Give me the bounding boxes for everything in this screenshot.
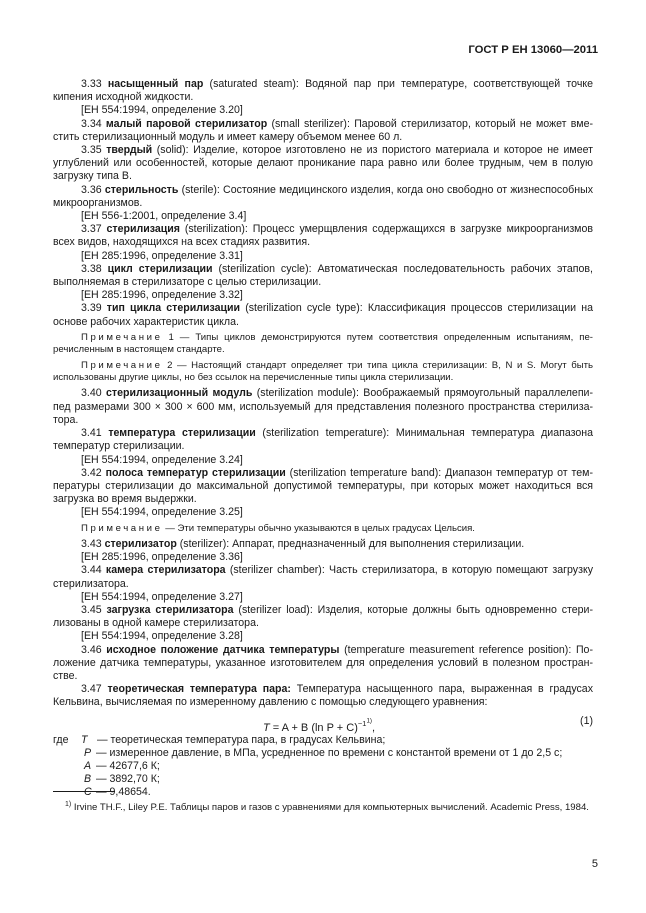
term: исходное положение датчика температуры <box>106 643 340 656</box>
definition-text: (sterile): Состояние медицинского изделия, когда оно свободно от жизнеспособных микроорганизмов. <box>53 183 593 209</box>
variable-symbol: T <box>81 733 88 746</box>
term: твердый <box>106 144 153 157</box>
variable-row-c <box>53 786 593 799</box>
definition-text: Температура насыщенного пара, выраженная в градусах Кельвина, вычисляемая по измеренному давлению с помощью следующего уравнения: <box>53 683 593 709</box>
term: цикл стерилизации <box>107 262 213 275</box>
clause-number: 3.47 <box>81 683 102 696</box>
clause-number: 3.45 <box>81 603 102 616</box>
term: стерильность <box>104 183 179 196</box>
equation-tail: , <box>372 721 376 734</box>
variable-list <box>53 734 593 800</box>
definition-3-39 <box>53 302 593 328</box>
definition-text: (saturated steam): Водяной пар при температуре, соответствующей точке кипения исходной жидкости. <box>53 78 593 104</box>
footnote-mark: 1) <box>65 801 72 808</box>
footnote <box>53 799 593 815</box>
clause-number: 3.39 <box>81 302 102 315</box>
definition-3-34 <box>53 118 593 144</box>
definition-3-37 <box>53 223 593 249</box>
clause-number: 3.38 <box>81 262 102 275</box>
term: насыщенный пар <box>107 78 204 90</box>
definition-3-47 <box>53 683 593 709</box>
clause-number: 3.36 <box>81 183 102 196</box>
clause-number: 3.42 <box>81 466 102 479</box>
variable-symbol: C <box>84 786 92 799</box>
clause-number: 3.40 <box>81 387 102 400</box>
clause-number: 3.34 <box>81 117 102 130</box>
equation-formula <box>263 715 375 735</box>
variable-symbol: B <box>84 773 92 786</box>
source-reference: [ЕН 554:1994, определение 3.24] <box>81 453 243 466</box>
definition-3-40 <box>53 387 593 427</box>
clause-number: 3.37 <box>81 223 102 236</box>
term: малый паровой стерилизатор <box>105 117 268 130</box>
note-label: Примечание <box>81 331 163 343</box>
clause-number: 3.43 <box>81 537 102 550</box>
term: полоса температур стерилизации <box>105 466 286 479</box>
definition-text: (sterilization module): Воображаемый прямоугольный параллелепипед размерами 300 × 300 × 600 мм, используемый для представления полезного пространства стерилизатора. <box>53 387 593 426</box>
definition-3-46 <box>53 644 593 684</box>
equation-1 <box>53 712 593 732</box>
definition-3-35 <box>53 144 593 184</box>
document-header: ГОСТ Р ЕН 13060—2011 <box>468 44 598 56</box>
equation-body: = A + B (ln P + C) <box>269 721 358 734</box>
variable-description: — 42677,6 К; <box>95 759 160 772</box>
where-label: где <box>53 733 69 746</box>
source-reference: [ЕН 554:1994, определение 3.25] <box>81 506 243 519</box>
source-reference: [ЕН 285:1996, определение 3.36] <box>81 551 243 564</box>
footnote-text: Irvine TH.F., Liley P.E. Таблицы паров и газов с уравнениями для компьютерных вычислений. Academic Press, 1984. <box>71 802 589 814</box>
source-reference: [ЕН 285:1996, определение 3.31] <box>81 249 243 262</box>
term: стерилизатор <box>104 537 177 550</box>
term: теоретическая температура пара: <box>107 683 291 696</box>
variable-description: — измеренное давление, в МПа, усредненное по времени с константой времени от 1 до 2,5 с; <box>95 746 563 759</box>
definition-3-33 <box>53 78 593 104</box>
variable-symbol: A <box>84 759 92 772</box>
note-3 <box>53 523 593 535</box>
definition-text: (sterilization): Процесс умерщвления содержащихся в загрузке микроорганизмов всех видов, находящихся на всех стадиях развития. <box>53 223 593 249</box>
equation-number: (1) <box>580 714 593 727</box>
term: тип цикла стерилизации <box>106 302 241 315</box>
source-reference: [ЕН 554:1994, определение 3.20] <box>81 104 243 117</box>
term: камера стерилизатора <box>105 564 226 577</box>
source-reference: [ЕН 554:1994, определение 3.27] <box>81 590 243 603</box>
definition-3-45 <box>53 604 593 630</box>
variable-description: — теоретическая температура пара, в градусах Кельвина; <box>97 733 386 746</box>
definition-3-43 <box>53 538 593 551</box>
clause-number: 3.35 <box>81 144 102 157</box>
document-body <box>53 78 593 800</box>
clause-number: 3.44 <box>81 564 102 577</box>
note-text: — Эти температуры обычно указываются в целых градусах Цельсия. <box>162 522 475 534</box>
note-text: 1 — Типы циклов демонстрируются путем соответствия определенным испытаниям, перечисленным в настоящем стандарте. <box>53 331 593 356</box>
variable-row-t <box>53 734 593 747</box>
definition-3-38 <box>53 263 593 289</box>
term: стерилизационный модуль <box>106 387 253 400</box>
definition-text: (sterilizer load): Изделия, которые должны быть одновременно стерилизованы в одной камере стерилизатора. <box>53 603 593 630</box>
footnote-divider <box>53 791 115 792</box>
definition-3-44 <box>53 564 593 590</box>
equation-lhs: T <box>263 721 270 734</box>
variable-row-b <box>53 773 593 786</box>
term: стерилизация <box>106 223 180 236</box>
definition-3-41 <box>53 427 593 453</box>
definition-3-42 <box>53 467 593 507</box>
definition-text: (small sterilizer): Паровой стерилизатор, который не может вместить стерилизационный модуль и имеет камеру объемом менее 60 л. <box>53 117 593 143</box>
source-reference: [ЕН 554:1994, определение 3.28] <box>81 630 243 643</box>
source-reference: [ЕН 285:1996, определение 3.32] <box>81 289 243 302</box>
term: температура стерилизации <box>108 427 256 440</box>
definition-text: (sterilizer chamber): Часть стерилизатора, в которую помещают загрузку стерилизатора. <box>53 564 594 590</box>
clause-number: 3.46 <box>81 643 102 656</box>
note-1 <box>53 332 593 357</box>
note-label: Примечание <box>81 359 163 371</box>
variable-description: — 3892,70 К; <box>95 773 160 786</box>
definition-text: (sterilization temperature): Минимальная температура диапазона температур стерилизации. <box>53 427 593 453</box>
variable-row-p <box>53 747 593 760</box>
source-reference: [ЕН 556-1:2001, определение 3.4] <box>81 210 247 223</box>
clause-number: 3.41 <box>81 427 102 440</box>
variable-symbol: P <box>84 746 92 759</box>
note-2 <box>53 360 593 385</box>
term: загрузка стерилизатора <box>106 603 234 616</box>
variable-row-a <box>53 760 593 773</box>
clause-number: 3.33 <box>81 78 102 90</box>
definition-text: (solid): Изделие, которое изготовлено не из пористого материала и которое не имеет углублений или особенностей, которые делают проникание пара равно или более трудным, чем в полую загрузку типа В. <box>53 144 593 183</box>
definition-text: (sterilization cycle): Автоматическая последовательность рабочих этапов, выполняемая в стерилизаторе с целью стерилизации. <box>53 262 593 289</box>
note-text: 2 — Настоящий стандарт определяет три типа цикла стерилизации: B, N и S. Могут быть использованы другие циклы, но без ссылок на перечисленные типы цикла стерилизации. <box>53 359 593 384</box>
definition-3-36 <box>53 184 593 210</box>
definition-text: (sterilization temperature band): Диапазон температур от температуры стерилизации до максимальной допустимой температуры, при которых может находиться вся загрузка во время выдержки. <box>53 466 593 506</box>
footnote-reference: 1) <box>366 717 373 725</box>
page-number: 5 <box>591 858 598 870</box>
equation-exponent: −1 <box>357 719 367 729</box>
definition-text: (temperature measurement reference position): Положение датчика температуры, указанное изготовителем для определения условий в полезном пространстве. <box>53 643 593 682</box>
variable-description: — 9,48654. <box>95 786 151 799</box>
definition-text: (sterilizer): Аппарат, предназначенный для выполнения стерилизации. <box>176 537 525 550</box>
definition-text: (sterilization cycle type): Классификация процессов стерилизации на основе рабочих характеристик цикла. <box>53 302 593 328</box>
note-label: Примечание <box>81 522 163 534</box>
